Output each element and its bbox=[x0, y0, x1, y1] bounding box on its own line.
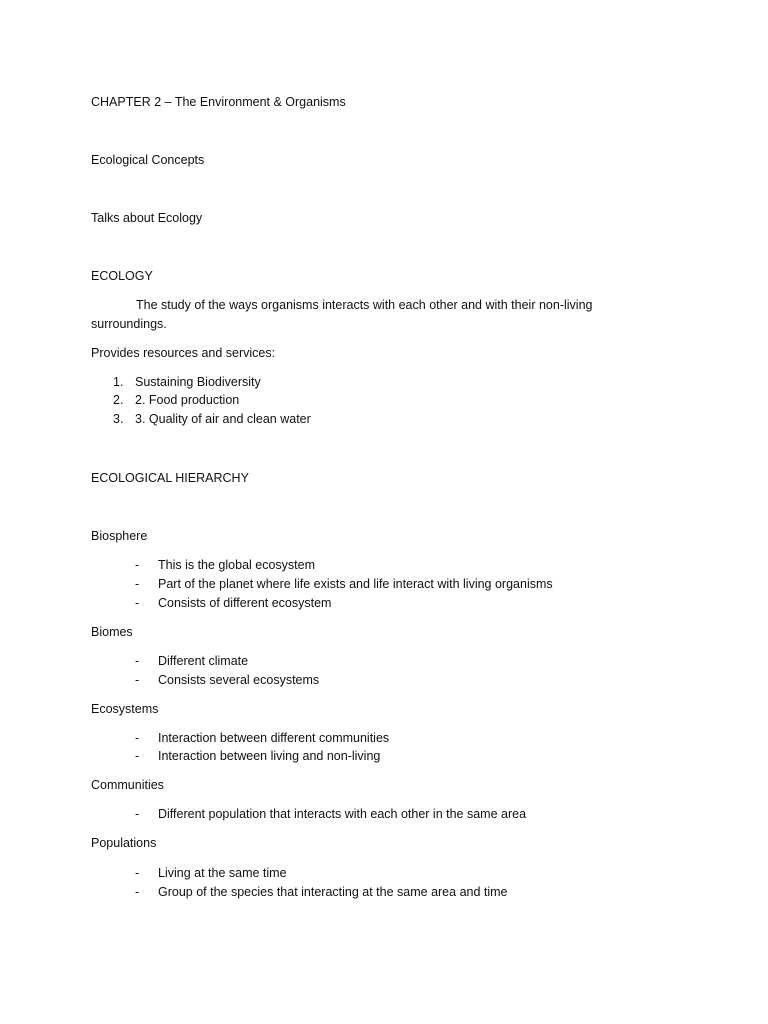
ecology-heading: ECOLOGY bbox=[91, 269, 153, 283]
list-number: 1. bbox=[113, 375, 124, 389]
bullet-text: Different population that interacts with each other in the same area bbox=[158, 807, 527, 821]
bullet-text: Consists several ecosystems bbox=[158, 673, 320, 687]
list-item bbox=[113, 411, 311, 427]
level-biosphere: Biosphere bbox=[91, 529, 148, 543]
bullet-dash: - bbox=[135, 807, 140, 821]
list-number: 2. bbox=[113, 393, 124, 407]
list-item-text: Sustaining Biodiversity bbox=[135, 375, 261, 389]
bullet-text: Interaction between living and non-living bbox=[158, 749, 381, 763]
bullet-dash: - bbox=[135, 731, 140, 745]
level-communities: Communities bbox=[91, 778, 164, 792]
bullet-item bbox=[135, 748, 380, 764]
bullet-item bbox=[135, 576, 553, 592]
list-item-text: 2. Food production bbox=[135, 393, 240, 407]
bullet-dash: - bbox=[135, 885, 140, 899]
ecology-definition-line1: The study of the ways organisms interacts with each other and with their non-living bbox=[136, 298, 593, 312]
level-populations: Populations bbox=[91, 836, 157, 850]
bullet-dash: - bbox=[135, 577, 140, 591]
chapter-title: CHAPTER 2 – The Environment & Organisms bbox=[91, 95, 346, 109]
list-item-text: 3. Quality of air and clean water bbox=[135, 412, 311, 426]
bullet-dash: - bbox=[135, 596, 140, 610]
list-number: 3. bbox=[113, 412, 124, 426]
bullet-dash: - bbox=[135, 654, 140, 668]
ecology-definition-line2: surroundings. bbox=[91, 317, 167, 331]
section-title: Ecological Concepts bbox=[91, 153, 205, 167]
bullet-text: Living at the same time bbox=[158, 866, 287, 880]
level-biomes: Biomes bbox=[91, 625, 133, 639]
bullet-text: Consists of different ecosystem bbox=[158, 596, 332, 610]
bullet-item bbox=[135, 557, 315, 573]
bullet-dash: - bbox=[135, 673, 140, 687]
resources-heading: Provides resources and services: bbox=[91, 346, 276, 360]
bullet-item bbox=[135, 865, 287, 881]
list-item bbox=[113, 392, 239, 408]
bullet-item bbox=[135, 653, 248, 669]
hierarchy-heading: ECOLOGICAL HIERARCHY bbox=[91, 471, 249, 485]
bullet-dash: - bbox=[135, 866, 140, 880]
level-ecosystems: Ecosystems bbox=[91, 702, 159, 716]
bullet-item bbox=[135, 730, 389, 746]
intro-text: Talks about Ecology bbox=[91, 211, 203, 225]
bullet-item bbox=[135, 884, 508, 900]
bullet-text: Group of the species that interacting at the same area and time bbox=[158, 885, 508, 899]
bullet-text: Interaction between different communities bbox=[158, 731, 390, 745]
bullet-dash: - bbox=[135, 749, 140, 763]
bullet-text: Different climate bbox=[158, 654, 249, 668]
bullet-text: Part of the planet where life exists and life interact with living organisms bbox=[158, 577, 553, 591]
bullet-dash: - bbox=[135, 558, 140, 572]
bullet-item bbox=[135, 595, 331, 611]
bullet-item bbox=[135, 806, 526, 822]
bullet-text: This is the global ecosystem bbox=[158, 558, 316, 572]
list-item bbox=[113, 374, 261, 390]
bullet-item bbox=[135, 672, 319, 688]
